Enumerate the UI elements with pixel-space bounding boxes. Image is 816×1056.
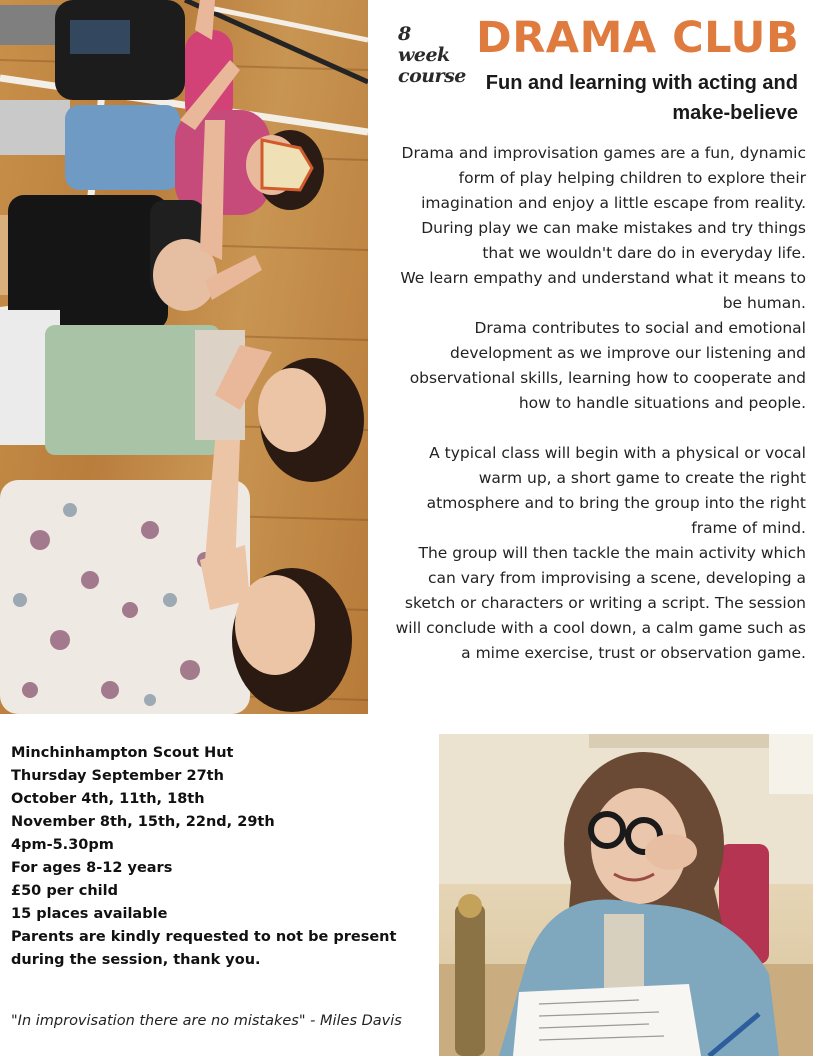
age-range: For ages 8-12 years: [11, 860, 173, 876]
description-paragraph: We learn empathy and understand what it means to be human.: [400, 269, 806, 312]
girl-photo-illustration: [439, 734, 813, 1056]
venue: Minchinhampton Scout Hut: [11, 745, 234, 761]
price: £50 per child: [11, 883, 118, 899]
places-available: 15 places available: [11, 906, 168, 922]
course-length-label: 8 week course: [398, 23, 466, 87]
session-time: 4pm-5.30pm: [11, 837, 114, 853]
description-paragraph: Drama and improvisation games are a fun, dynamic form of play helping children to explore their imagination and enjoy a little escape from reality.: [401, 144, 806, 212]
photo-children-lying-on-floor: [0, 0, 368, 714]
description-paragraph: Drama contributes to social and emotional development as we improve our listening and observational skills, learning how to cooperate and how to handle situations and people.: [409, 319, 806, 412]
description-paragraph: The group will then tackle the main activity which can vary from improvising a scene, developing a sketch or characters or writing a script. The session will conclude with a cool down, a calm game such as a mime exercise, trust or observation game.: [395, 544, 806, 662]
description-text: [388, 141, 806, 666]
parents-note: Parents are kindly requested to not be present: [11, 929, 397, 945]
course-details: [11, 742, 421, 972]
parents-note-continued: during the session, thank you.: [11, 952, 261, 968]
november-dates: November 8th, 15th, 22nd, 29th: [11, 814, 275, 830]
subtitle: Fun and learning with acting and make-believe: [485, 72, 798, 124]
first-date: Thursday September 27th: [11, 768, 224, 784]
photo-girl-with-glasses: [439, 734, 813, 1056]
description-paragraph: A typical class will begin with a physical or vocal warm up, a short game to create the right atmosphere and to bring the group into the right frame of mind.: [426, 444, 806, 537]
children-photo-illustration: [0, 0, 368, 714]
quote: "In improvisation there are no mistakes" - Miles Davis: [11, 1013, 402, 1029]
page-title: DRAMA CLUB: [476, 13, 800, 63]
description-paragraph: During play we can make mistakes and try things that we wouldn't dare do in everyday life.: [421, 219, 806, 262]
paragraph-spacer: [388, 416, 806, 441]
october-dates: October 4th, 11th, 18th: [11, 791, 205, 807]
